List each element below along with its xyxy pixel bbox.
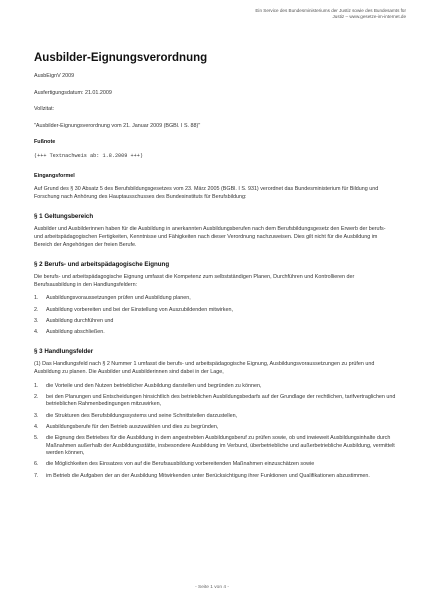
section-3-list	[34, 383, 396, 481]
list-item	[34, 318, 396, 326]
preamble-text: Auf Grund des § 30 Absatz 5 des Berufsbildungsgesetzes vom 23. März 2005 (BGBl. I S. 931) verordnet das Bundesministerium für Bildung und Forschung nach Anhörung des Hauptausschusses des Bundesinstituts für Berufsbildung:	[34, 186, 379, 200]
list-item-number: 1.	[34, 382, 39, 389]
list-item	[34, 424, 396, 432]
section-2-list	[34, 295, 396, 336]
list-item-number: 5.	[34, 435, 39, 441]
header-note-line1: Ein Service des Bundesministeriums der Justiz sowie des Bundesamts für	[255, 8, 406, 13]
list-item	[34, 461, 396, 469]
list-item	[34, 435, 396, 458]
list-item-text: Ausbildung vorbereiten und bei der Einstellung von Auszubildenden mitwirken,	[46, 306, 233, 313]
list-item-number: 2.	[34, 393, 39, 400]
document-content	[34, 52, 396, 480]
document-abbreviation: AusbEignV 2009	[34, 73, 75, 79]
section-2-text: Die berufs- und arbeitspädagogische Eignung umfasst die Kompetenz zum selbstständigen Planen, Durchführen und Kontrollieren der Berufsausbildung in den Handlungsfeldern:	[34, 274, 355, 288]
header-note-line2: Justiz ‒ www.gesetze-im-internet.de	[332, 14, 406, 19]
list-item	[34, 413, 396, 421]
footnote-text: (+++ Textnachweis ab: 1.8.2009 +++)	[34, 152, 143, 159]
section-3-title: § 3 Handlungsfelder	[34, 348, 94, 356]
list-item	[34, 383, 396, 391]
header-note	[216, 8, 406, 20]
list-item-number: 1.	[34, 295, 39, 302]
list-item-text: Ausbildung durchführen und	[46, 317, 114, 324]
list-item-number: 6.	[34, 461, 39, 468]
list-item-text: bei den Planungen und Entscheidungen hinsichtlich des betrieblichen Ausbildungsbedarfs auf der Grundlage der rechtlichen, tarifvertraglichen und betrieblichen Rahmenbedingungen mitzuwirken,	[46, 393, 396, 408]
list-item	[34, 473, 396, 481]
issue-date: Ausfertigungsdatum: 21.01.2009	[34, 89, 112, 96]
section-3-text: (1) Das Handlungsfeld nach § 2 Nummer 1 umfasst die berufs- und arbeitspädagogische Eignung, Ausbildungsvoraussetzungen zu prüfen und Ausbildung zu planen. Die Ausbilder und Ausbilderinnen sind dabei in der Lage,	[34, 361, 375, 376]
section-1-text: Ausbilder und Ausbilderinnen haben für die Ausbildung in anerkannten Ausbildungsberufen nach dem Berufsbildungsgesetz den Erwerb der berufs- und arbeitspädagogischen Fertigkeiten, Kenntnisse und Fähigkeiten nach dieser Verordnung nachzuweisen. Dies gilt nicht für die Ausbildung im Bereich der Angehörigen der freien Berufe.	[34, 226, 386, 248]
document-title: Ausbilder-Eignungsverordnung	[34, 52, 208, 64]
list-item	[34, 394, 396, 409]
section-1-title: § 1 Geltungsbereich	[34, 213, 94, 221]
list-item	[34, 295, 396, 303]
list-item-text: im Betrieb die Aufgaben der an der Ausbildung Mitwirkenden unter Berücksichtigung ihrer Funktionen und Qualifikationen abzustimmen.	[46, 472, 370, 479]
section-2-title: § 2 Berufs- und arbeitspädagogische Eignung	[34, 261, 170, 269]
list-item-text: die Möglichkeiten des Einsatzes von auf die Berufsausbildung vorbereitenden Maßnahmen einzuschätzen sowie	[46, 461, 315, 468]
list-item-text: die Strukturen des Berufsbildungssystems und seine Schnittstellen darzustellen,	[46, 412, 238, 419]
list-item-text: die Vorteile und den Nutzen betrieblicher Ausbildung darstellen und begründen zu können,	[46, 382, 262, 389]
page-footer: - Seite 1 von 4 -	[195, 585, 229, 590]
list-item-number: 2.	[34, 306, 39, 313]
list-item-text: Ausbildung abschließen.	[46, 328, 105, 335]
list-item-text: die Eignung des Betriebes für die Ausbildung in dem angestrebten Ausbildungsberuf zu prüfen sowie, ob und inwieweit Ausbildungsinhalte durch Maßnahmen außerhalb der Ausbildungsstätte, insbesondere Ausbildung im Verbund, überbetriebliche und außerbetriebliche Ausbildung, vermittelt werden können,	[46, 435, 395, 457]
full-citation: "Ausbilder-Eignungsverordnung vom 21. Januar 2009 (BGBl. I S. 88)"	[34, 122, 201, 129]
list-item-text: Ausbildungsvoraussetzungen prüfen und Ausbildung planen,	[46, 295, 191, 302]
list-item	[34, 329, 396, 337]
list-item	[34, 307, 396, 315]
list-item-number: 3.	[34, 317, 39, 324]
list-item-number: 7.	[34, 472, 39, 479]
list-item-number: 4.	[34, 423, 39, 430]
preamble-label: Eingangsformel	[34, 172, 75, 179]
full-citation-label: Vollzitat:	[34, 106, 55, 113]
footnote-label: Fußnote	[34, 139, 56, 146]
list-item-number: 4.	[34, 328, 39, 335]
list-item-text: Ausbildungsberufe für den Betrieb auszuwählen und dies zu begründen,	[46, 423, 219, 430]
list-item-number: 3.	[34, 412, 39, 419]
